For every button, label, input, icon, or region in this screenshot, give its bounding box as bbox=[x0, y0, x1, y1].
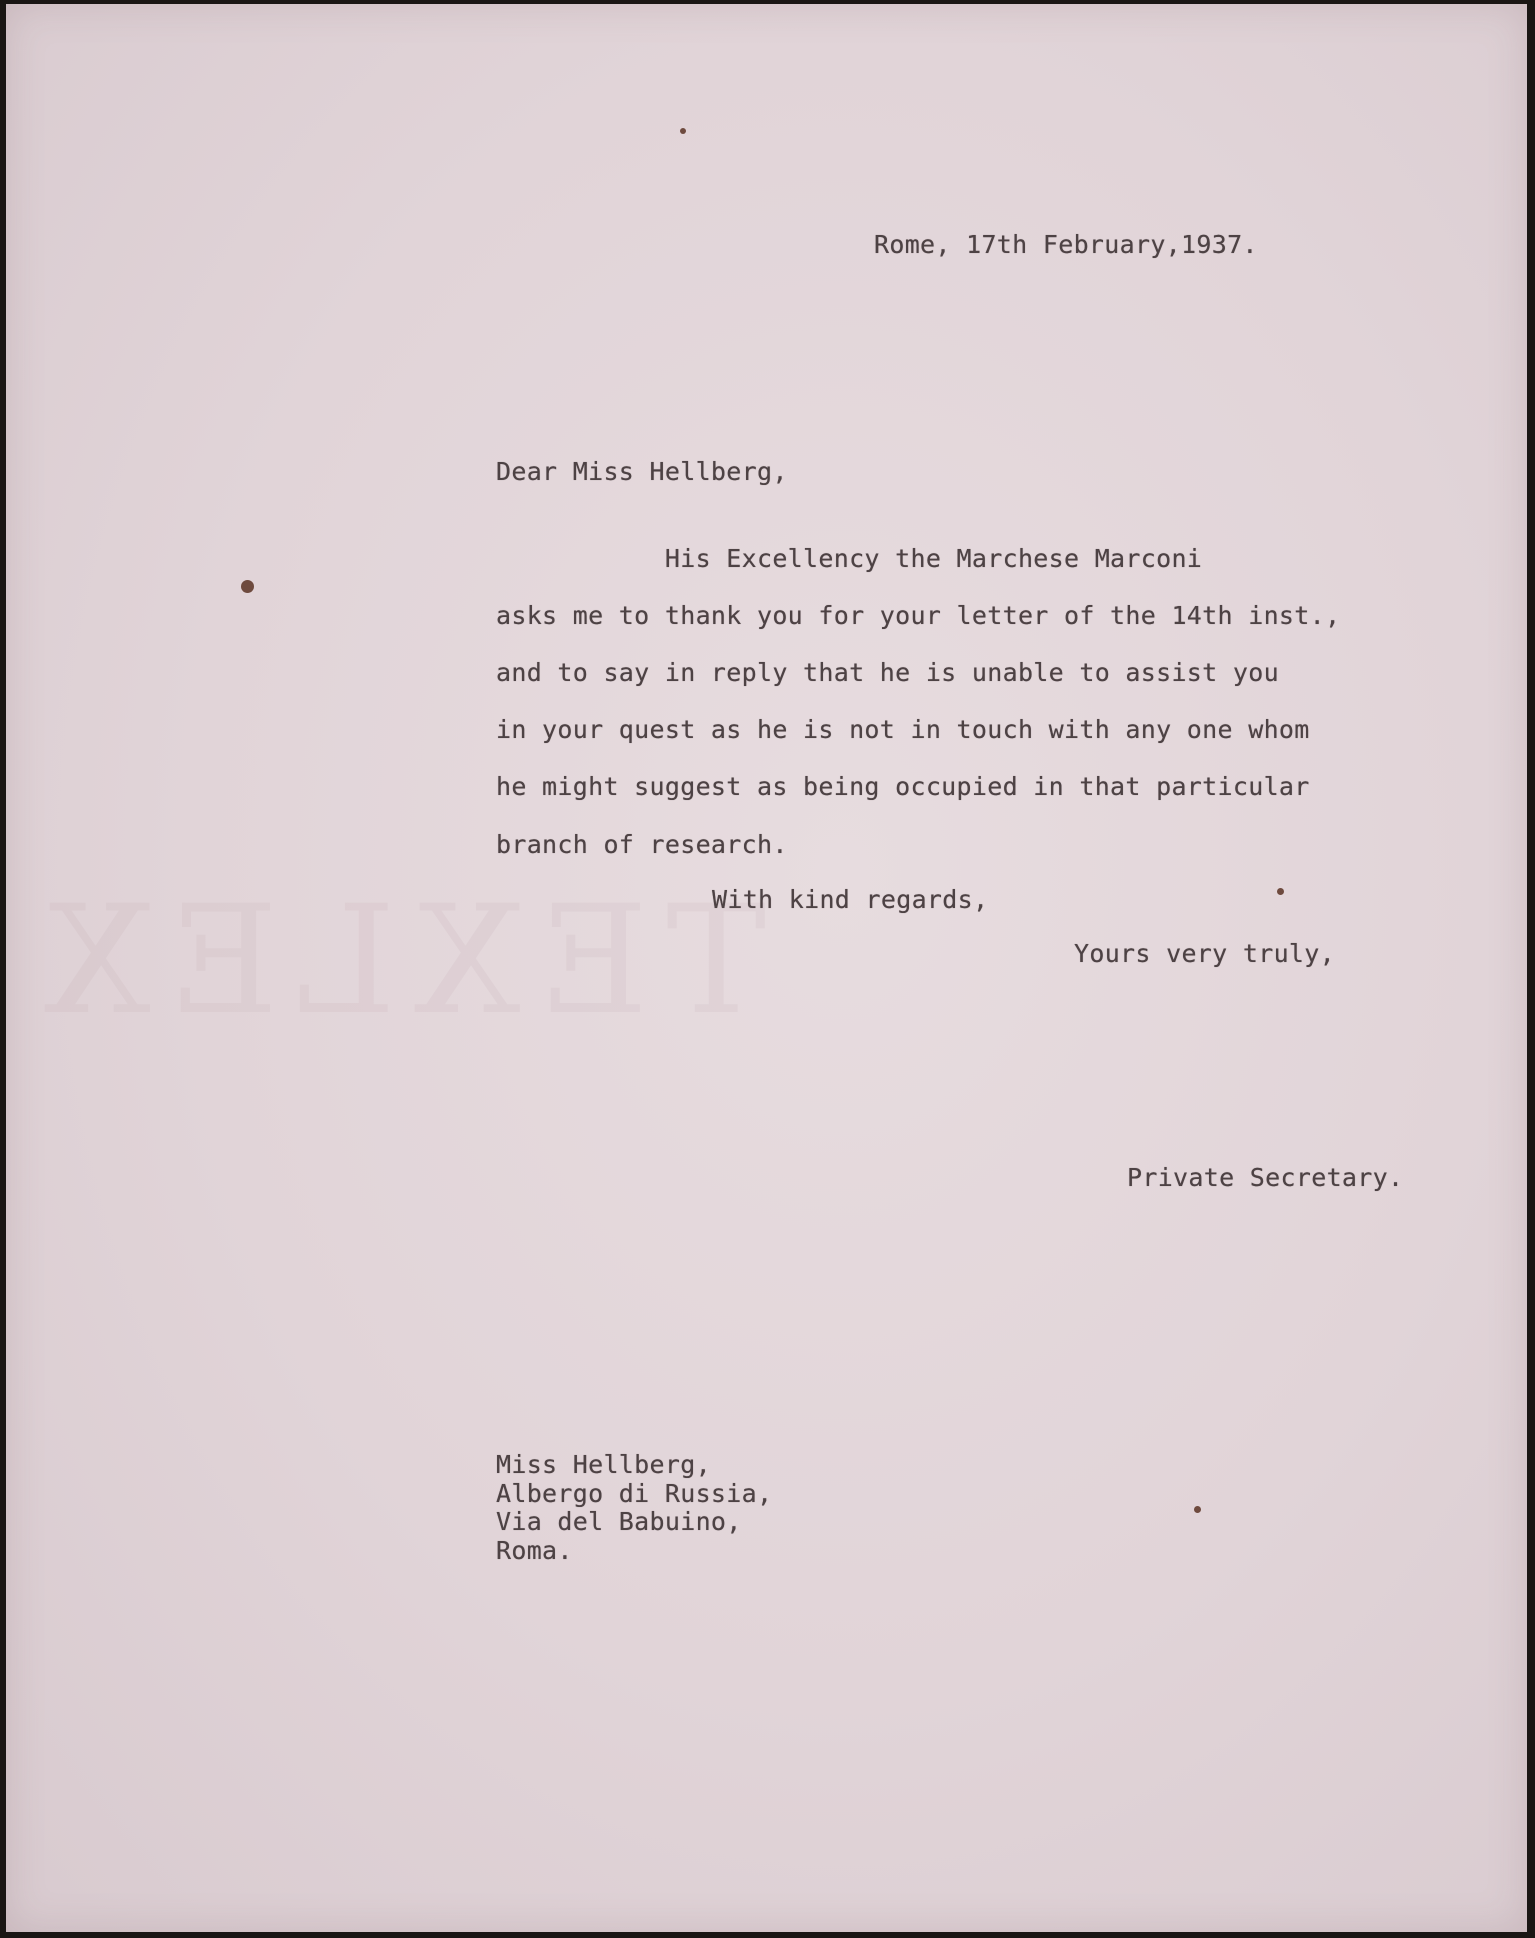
paper-blemish bbox=[241, 580, 254, 593]
address-line: Via del Babuino, bbox=[496, 1507, 742, 1536]
address-line: Miss Hellberg, bbox=[496, 1450, 711, 1479]
body-line: and to say in reply that he is unable to assist you bbox=[496, 658, 1279, 687]
paper-blemish bbox=[680, 128, 686, 134]
body-line: branch of research. bbox=[496, 830, 788, 859]
paper-blemish bbox=[1277, 888, 1284, 895]
address-line: Roma. bbox=[496, 1536, 573, 1565]
body-line: His Excellency the Marchese Marconi bbox=[496, 544, 1203, 573]
letter-sheet bbox=[6, 4, 1527, 1932]
letter-signoff: Yours very truly, bbox=[1074, 939, 1335, 968]
body-line: he might suggest as being occupied in that particular bbox=[496, 772, 1310, 801]
paper-blemish bbox=[1194, 1506, 1201, 1513]
signature-title: Private Secretary. bbox=[1127, 1163, 1404, 1192]
letter-salutation: Dear Miss Hellberg, bbox=[496, 457, 788, 486]
address-line: Albergo di Russia, bbox=[496, 1479, 773, 1508]
body-line: asks me to thank you for your letter of the 14th inst., bbox=[496, 601, 1341, 630]
letter-date: Rome, 17th February,1937. bbox=[874, 230, 1258, 259]
body-line: in your quest as he is not in touch with any one whom bbox=[496, 715, 1310, 744]
bleed-through-watermark: TEXLEX bbox=[26, 874, 767, 1048]
letter-closing: With kind regards, bbox=[712, 885, 989, 914]
